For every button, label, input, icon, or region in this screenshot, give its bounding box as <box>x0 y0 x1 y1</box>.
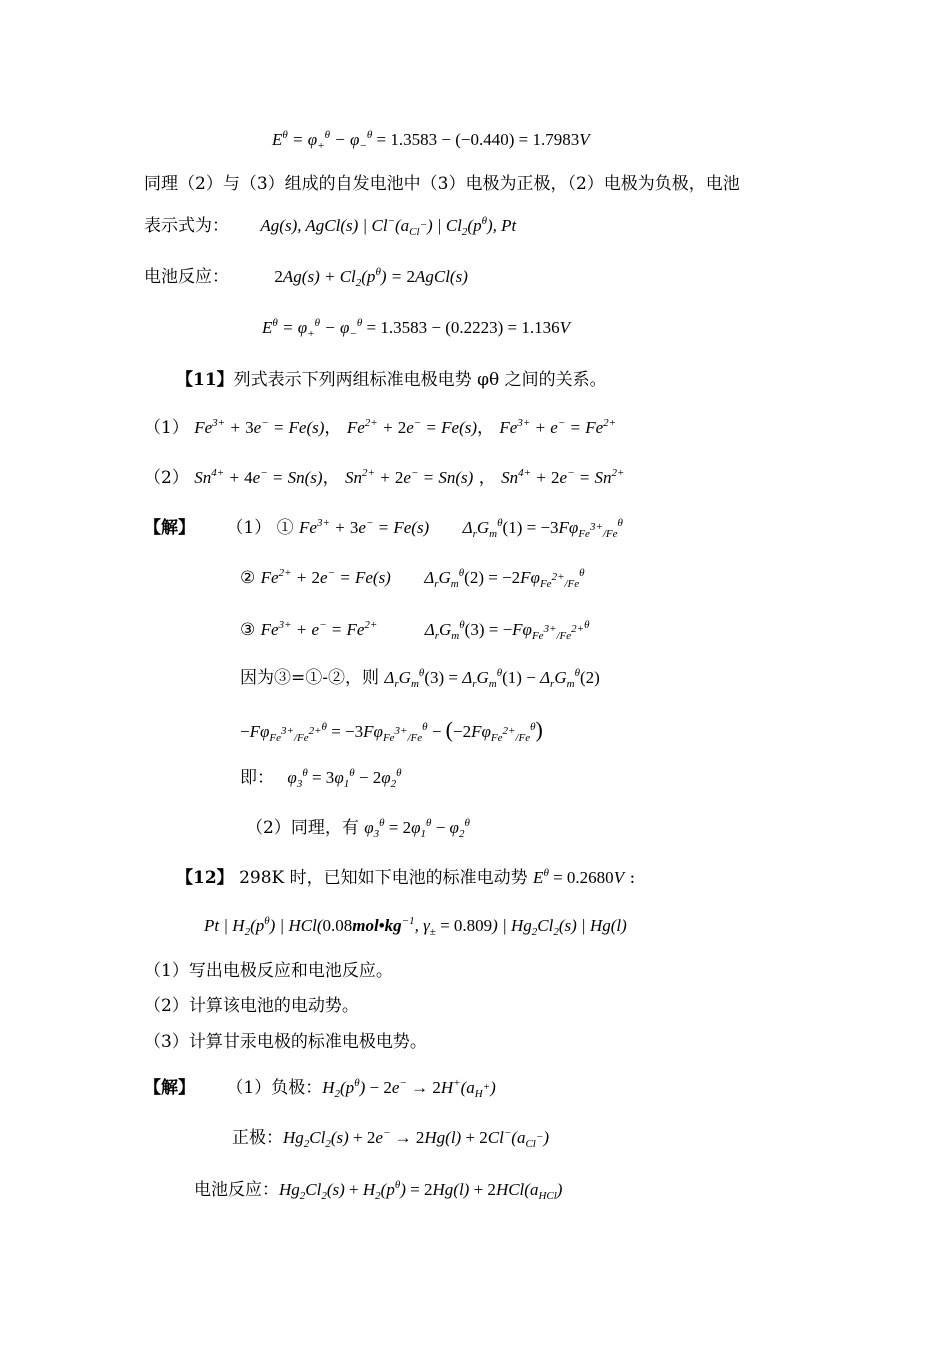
equation-line: 即： $\varphi_3^\theta = 3\varphi_1^\theta - 2\varphi_2^\theta$ <box>240 767 402 790</box>
solution-line: 【解】 （1）负极：$H_2(p^\theta) - 2e^- \to 2H^+(a_{H^+})$ <box>144 1077 496 1100</box>
label: 表示式为： <box>144 216 229 236</box>
solution-tag: 【解】 <box>144 518 195 538</box>
equation-line: ② $Fe^{2+} + 2e^- = Fe(s) \Delta_rG_m^\theta(2) = -2F\varphi_{Fe^{2+}/Fe}^\theta$ <box>240 567 585 590</box>
problem-number: 【11】 <box>176 370 234 390</box>
equation-line: （2） $Sn^{4+} + 4e^- = Sn(s)$， $Sn^{2+} + 2e^- = Sn(s)$ ， $Sn^{4+} + 2e^- = Sn^{2+}$ <box>144 467 625 488</box>
equation-line: （1） $Fe^{3+} + 3e^- = Fe(s)$， $Fe^{2+} + 2e^- = Fe(s)$， $Fe^{3+} + e^- = Fe^{2+}$ <box>144 417 617 438</box>
text-line <box>144 214 516 238</box>
equation-line: $E^\theta = \varphi_+^\theta - \varphi_-^\theta = 1.3583 - (0.2223) = 1.136V$ <box>262 317 570 340</box>
solution-line: 【解】 （1） ① $Fe^{3+} + 3e^- = Fe(s) \Delta_rG_m^\theta(1) = -3F\varphi_{Fe^{3+}/Fe}^\theta$ <box>144 517 623 540</box>
question-item: （3）计算甘汞电极的标准电极电势。 <box>144 1032 427 1052</box>
equation: $2Ag(s) + Cl_2(p^\theta)$ = 2AgCl(s) <box>274 266 468 289</box>
equation: Ag(s), AgCl(s) | $Cl^-(a_{Cl^-})$ | $Cl_2(p^\theta)$, Pt <box>260 215 517 238</box>
equation-line: 因为③=①-②，则 $\Delta_rG_m^\theta(3) = \Delta_rG_m^\theta(1) - \Delta_rG_m^\theta(2)$ <box>240 667 600 690</box>
problem-heading: 【11】列式表示下列两组标准电极电势 φθ 之间的关系。 <box>176 370 607 390</box>
equation-line: $-F\varphi_{Fe^{3+}/Fe^{2+}}^\theta = -3F\varphi_{Fe^{3+}/Fe}^\theta - (-2F\varphi_{Fe^{2+}/Fe}^\theta)$ <box>240 717 543 744</box>
problem-number: 【12】 <box>176 868 234 888</box>
equation-line: （2）同理，有 $\varphi_3^\theta = 2\varphi_1^\theta - \varphi_2^\theta$ <box>246 817 470 840</box>
equation-line: $E^\theta = \varphi_+^\theta - \varphi_-^\theta = 1.3583 - (-0.440) = 1.7983V$ <box>272 129 590 152</box>
problem-heading: 【12】 298K 时，已知如下电池的标准电动势 $E^\theta = 0.2680V$ : <box>176 867 636 888</box>
label: 电池反应： <box>144 267 229 287</box>
equation-line: 电池反应：$Hg_2Cl_2(s) + H_2(p^\theta) = 2Hg(l) + 2HCl(a_{HCl})$ <box>194 1179 563 1202</box>
text-line: 同理（2）与（3）组成的自发电池中（3）电极为正极，（2）电极为负极，电池 <box>144 174 740 194</box>
question-item: （1）写出电极反应和电池反应。 <box>144 961 393 981</box>
cell-notation: Pt | $H_2(p^\theta)$ | $HCl(0.08mol•kg^{-1}$, $\gamma_\pm = 0.809$) | $Hg_2Cl_2(s)$ | Hg(l) <box>204 915 627 938</box>
text-line <box>144 265 468 289</box>
equation-line: 正极：$Hg_2Cl_2(s) + 2e^- \to 2Hg(l) + 2Cl^-(a_{Cl^-})$ <box>232 1127 549 1150</box>
solution-tag: 【解】 <box>144 1078 195 1098</box>
question-item: （2）计算该电池的电动势。 <box>144 996 359 1016</box>
equation-line: ③ $Fe^{3+} + e^- = Fe^{2+}$ $\Delta_rG_m^\theta(3) = -F\varphi_{Fe^{3+}/Fe^{2+}}^\theta$ <box>240 619 590 642</box>
